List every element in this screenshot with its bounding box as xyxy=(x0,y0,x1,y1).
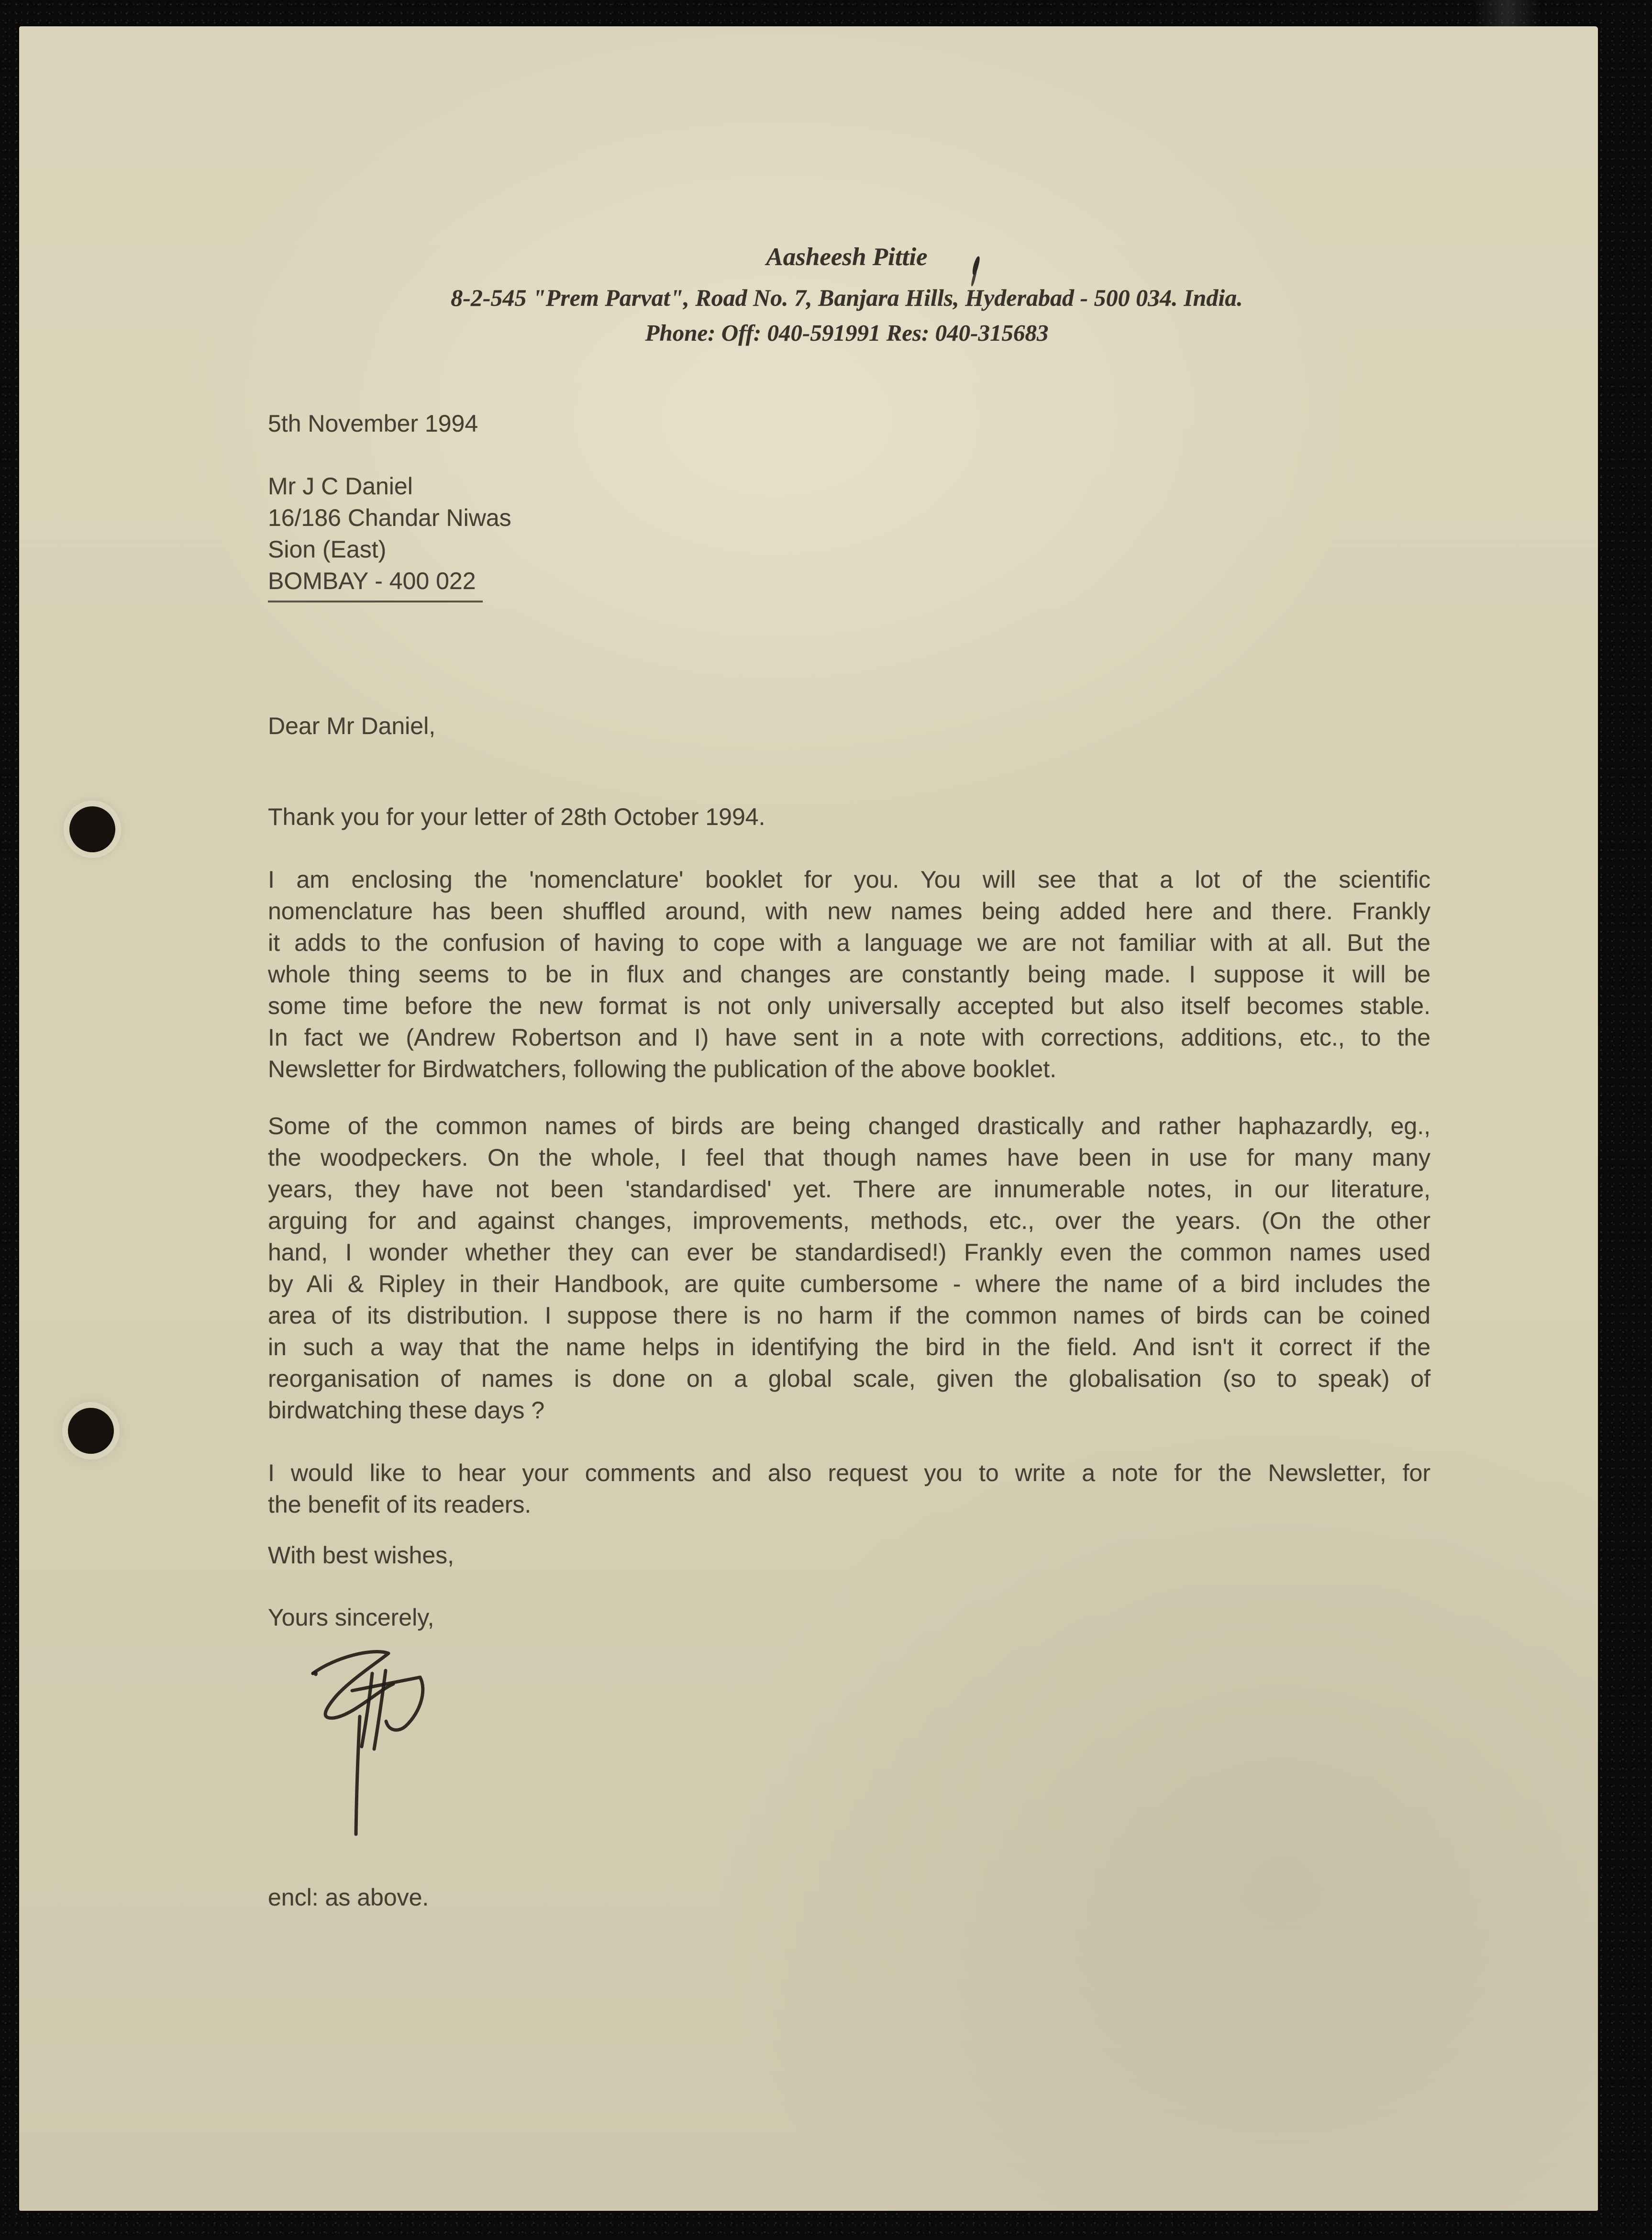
punch-hole-top xyxy=(69,806,115,852)
letter-page xyxy=(19,26,1598,2211)
para2-line: in such a way that the name helps in identifying the bird in the field. And isn't it correct if the xyxy=(268,1334,1430,1360)
para2-line: Some of the common names of birds are being changed drastically and rather haphazardly, eg., xyxy=(268,1113,1430,1139)
salutation: Dear Mr Daniel, xyxy=(268,713,436,739)
recipient-street: 16/186 Chandar Niwas xyxy=(268,504,511,531)
recipient-area: Sion (East) xyxy=(268,536,387,563)
recipient-city: BOMBAY - 400 022 xyxy=(268,565,483,602)
recipient-name: Mr J C Daniel xyxy=(268,473,413,500)
paragraph-2 xyxy=(268,1110,1430,1426)
letterhead-phone: Phone: Off: 040-591991 Res: 040-315683 xyxy=(645,320,1049,346)
para1-line: Newsletter for Birdwatchers, following the publication of the above booklet. xyxy=(268,1056,1057,1082)
enclosure-note: encl: as above. xyxy=(268,1884,429,1911)
para2-line: years, they have not been 'standardised' yet. There are innumerable notes, in our literature, xyxy=(268,1176,1430,1203)
para2-line: arguing for and against changes, improvements, methods, etc., over the years. (On the other xyxy=(268,1207,1430,1234)
closing-wishes: With best wishes, xyxy=(268,1542,455,1569)
para1-line: I am enclosing the 'nomenclature' booklet for you. You will see that a lot of the scientific xyxy=(268,866,1430,893)
paragraph-3 xyxy=(268,1457,1430,1520)
para2-line: area of its distribution. I suppose there is no harm if the common names of birds can be coined xyxy=(268,1302,1430,1329)
para1-line: whole thing seems to be in flux and changes are constantly being made. I suppose it will be xyxy=(268,961,1430,988)
para2-line: the woodpeckers. On the whole, I feel that though names have been in use for many many xyxy=(268,1144,1430,1171)
para2-line: by Ali & Ripley in their Handbook, are quite cumbersome - where the name of a bird includes the xyxy=(268,1270,1430,1297)
letterhead-name: Aasheesh Pittie xyxy=(766,243,928,271)
para3-line: I would like to hear your comments and also request you to write a note for the Newsletter, for xyxy=(268,1460,1430,1486)
recipient-address-block xyxy=(268,470,511,602)
para2-line: reorganisation of names is done on a global scale, given the globalisation (so to speak) of xyxy=(268,1365,1430,1392)
para1-line: nomenclature has been shuffled around, with new names being added here and there. Frankly xyxy=(268,898,1430,925)
para1-line: some time before the new format is not only universally accepted but also itself becomes stable. xyxy=(268,992,1430,1019)
punch-hole-bottom xyxy=(68,1408,114,1454)
para1-line: In fact we (Andrew Robertson and I) have sent in a note with corrections, additions, etc., to the xyxy=(268,1024,1430,1051)
para2-line: hand, I wonder whether they can ever be standardised!) Frankly even the common names used xyxy=(268,1239,1430,1266)
letter-date: 5th November 1994 xyxy=(268,410,478,437)
closing-sincerely: Yours sincerely, xyxy=(268,1604,434,1631)
para3-line: the benefit of its readers. xyxy=(268,1491,532,1518)
para1-line: it adds to the confusion of having to cope with a language we are not familiar with at all. But the xyxy=(268,929,1430,956)
opening-line: Thank you for your letter of 28th October 1994. xyxy=(268,803,765,830)
paragraph-1 xyxy=(268,864,1430,1085)
letterhead-address: 8-2-545 "Prem Parvat", Road No. 7, Banjara Hills, Hyderabad - 500 034. India. xyxy=(451,284,1243,311)
signature-scribble xyxy=(306,1644,450,1850)
para2-line: birdwatching these days ? xyxy=(268,1397,545,1424)
